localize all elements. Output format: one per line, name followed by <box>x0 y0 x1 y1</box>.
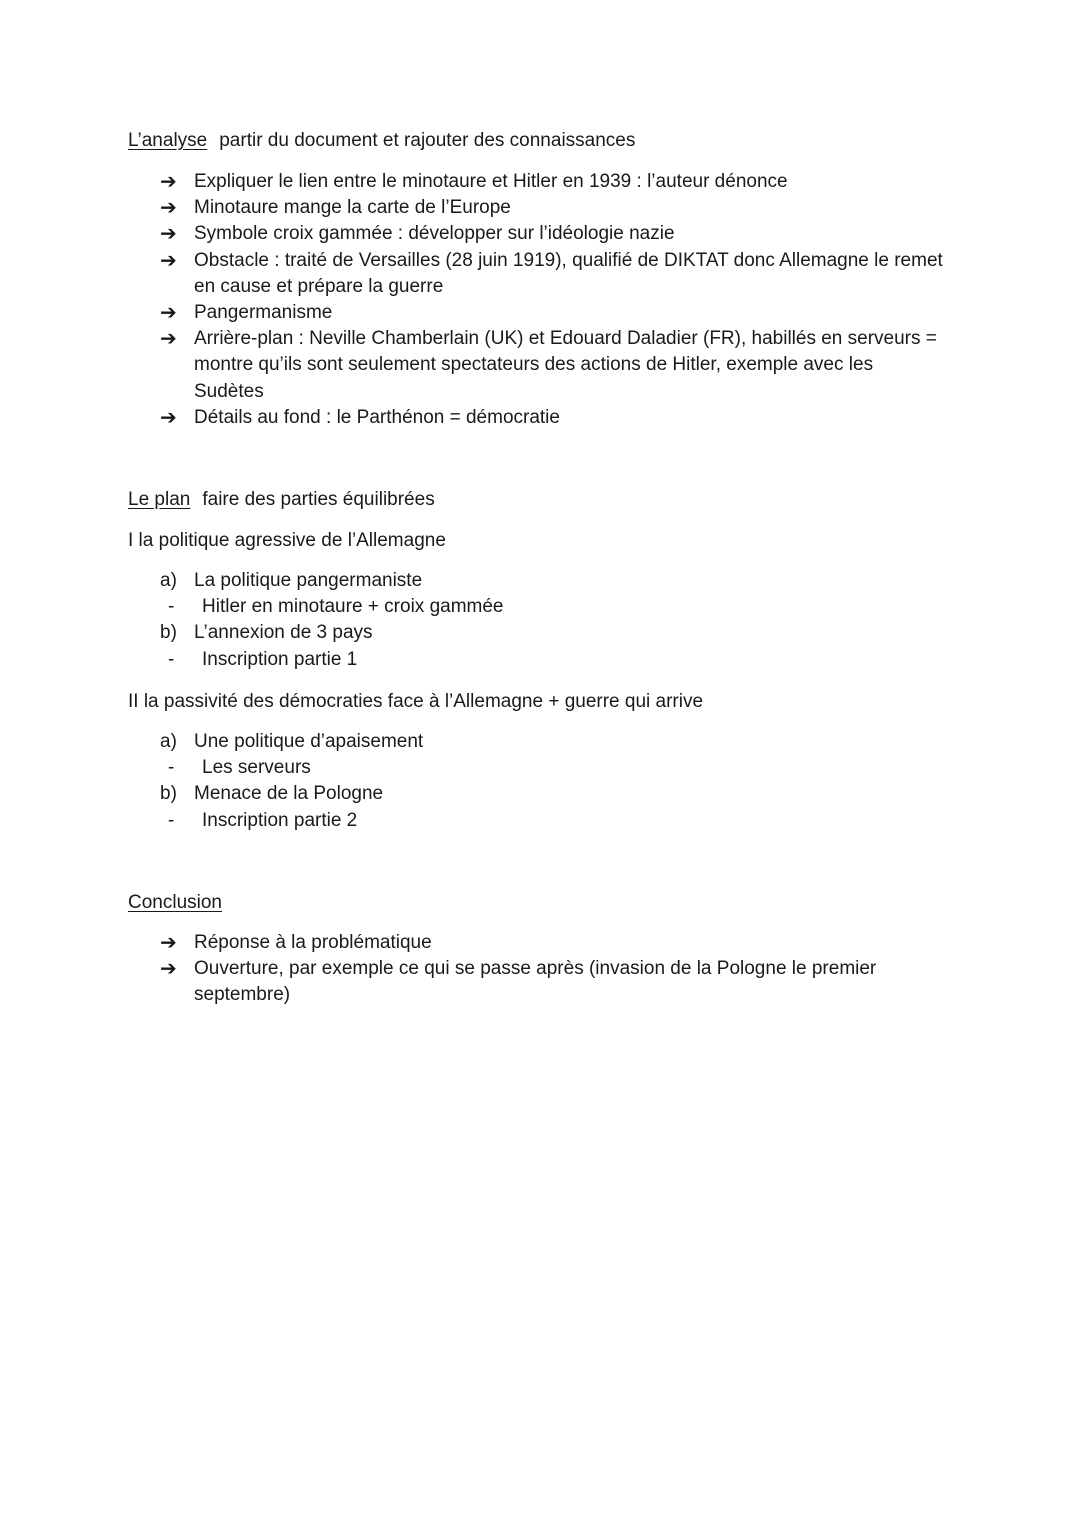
list-item: - Hitler en minotaure + croix gammée <box>168 596 504 618</box>
list-item: ➔ Pangermanisme <box>160 300 960 326</box>
list-item: - Inscription partie 2 <box>168 809 358 831</box>
plan-part2-title: II la passivité des démocraties face à l’Allemagne + guerre qui arrive <box>128 691 704 712</box>
list-item: ➔ Ouverture, par exemple ce qui se passe après (invasion de la Pologne le premier septembre) <box>160 958 877 1006</box>
list-item: b) L’annexion de 3 pays <box>160 622 373 644</box>
list-item: ➔ Minotaure mange la carte de l’Europe <box>160 195 960 221</box>
list-item: a) La politique pangermaniste <box>160 570 423 591</box>
analyse-heading <box>128 128 635 154</box>
right-arrow-icon: ➔ <box>160 932 177 954</box>
right-arrow-icon: ➔ <box>160 302 177 325</box>
list-item: b) Menace de la Pologne <box>160 783 384 805</box>
right-arrow-icon: ➔ <box>160 958 177 981</box>
list-item: ➔ Symbole croix gammée : développer sur l’idéologie nazie <box>160 221 960 247</box>
plan-subtitle: faire des parties équilibrées <box>202 489 435 510</box>
conclusion-heading <box>128 890 222 916</box>
analyse-bullet-list <box>160 169 960 431</box>
right-arrow-icon: ➔ <box>160 171 177 193</box>
list-item: ➔ Obstacle : traité de Versailles (28 juin 1919), qualifié de DIKTAT donc Allemagne le remet en cause et prépare la guerre <box>160 249 943 297</box>
list-item: ➔ Expliquer le lien entre le minotaure et Hitler en 1939 : l’auteur dénonce <box>160 169 960 195</box>
list-item: ➔ Détails au fond : le Parthénon = démocratie <box>160 405 960 431</box>
right-arrow-icon: ➔ <box>160 406 177 429</box>
plan-heading <box>128 487 435 513</box>
plan-part1-list <box>160 568 504 673</box>
right-arrow-icon: ➔ <box>160 328 177 351</box>
plan-title: Le plan <box>128 489 191 510</box>
right-arrow-icon: ➔ <box>160 223 177 246</box>
plan-part1-title: I la politique agressive de l’Allemagne <box>128 530 446 551</box>
right-arrow-icon: ➔ <box>160 249 177 272</box>
analyse-title: L’analyse <box>128 130 208 151</box>
list-item: ➔ Réponse à la problématique <box>160 930 960 956</box>
right-arrow-icon: ➔ <box>160 197 177 220</box>
analyse-subtitle: partir du document et rajouter des connaissances <box>219 130 636 151</box>
conclusion-title: Conclusion <box>128 892 222 913</box>
list-item: - Inscription partie 1 <box>168 648 358 670</box>
list-item: - Les serveurs <box>168 757 311 779</box>
list-item: ➔ Arrière-plan : Neville Chamberlain (UK) et Edouard Daladier (FR), habillés en serveurs = montre qu’ils sont seulement spectateurs des actions de Hitler, exemple avec les Sudètes <box>160 328 937 402</box>
conclusion-bullet-list <box>160 930 960 1009</box>
plan-part2-list <box>160 729 423 834</box>
list-item: a) Une politique d’apaisement <box>160 731 424 752</box>
